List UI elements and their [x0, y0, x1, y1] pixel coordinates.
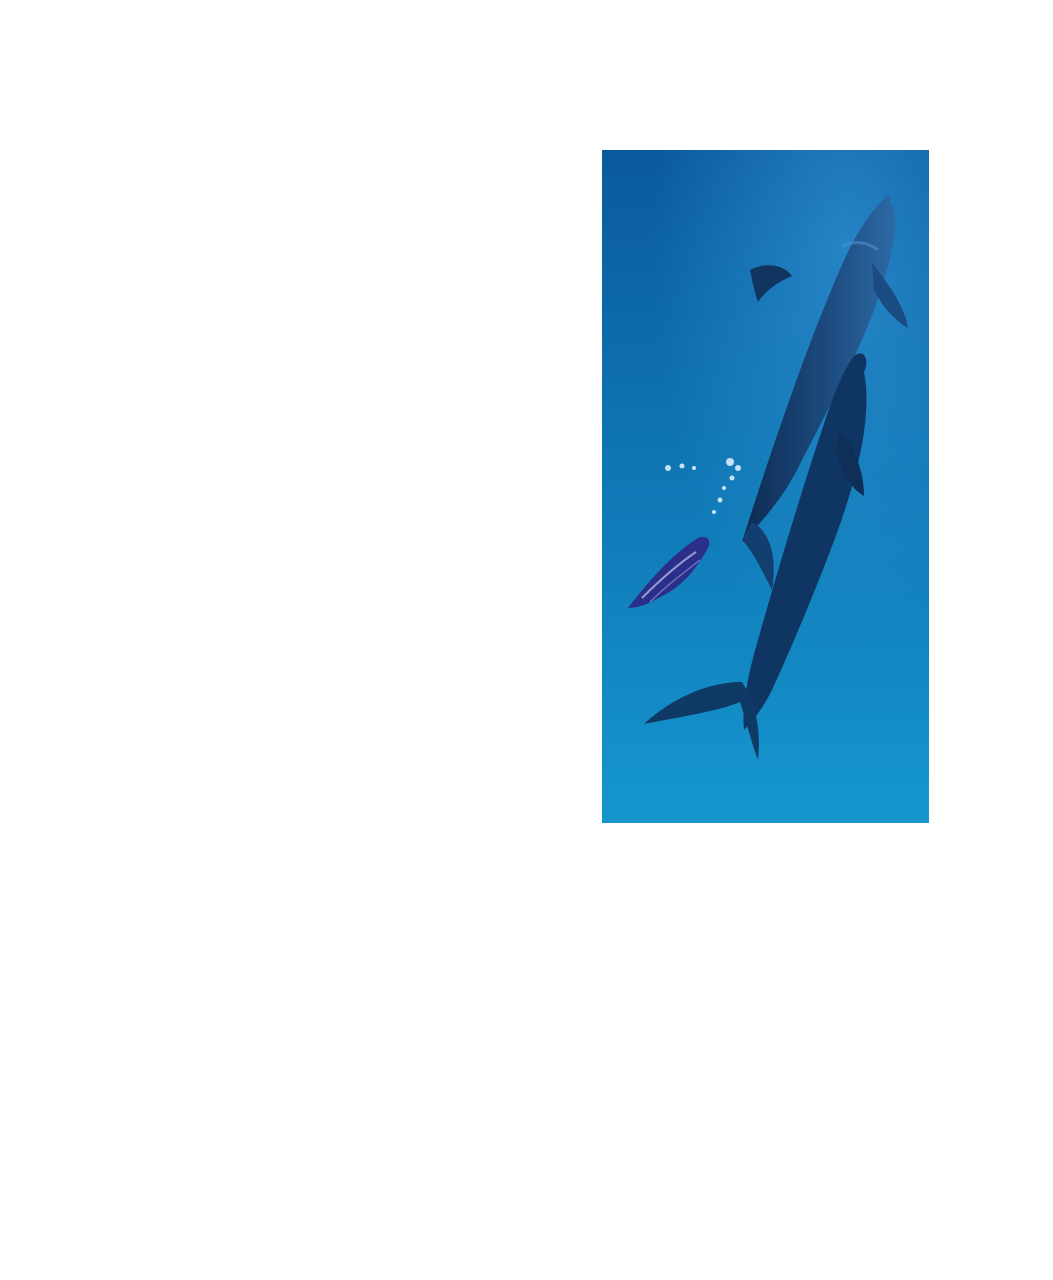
dolphin-photo [602, 150, 929, 823]
dolphin-illustration [602, 150, 929, 823]
body-text [128, 146, 571, 158]
